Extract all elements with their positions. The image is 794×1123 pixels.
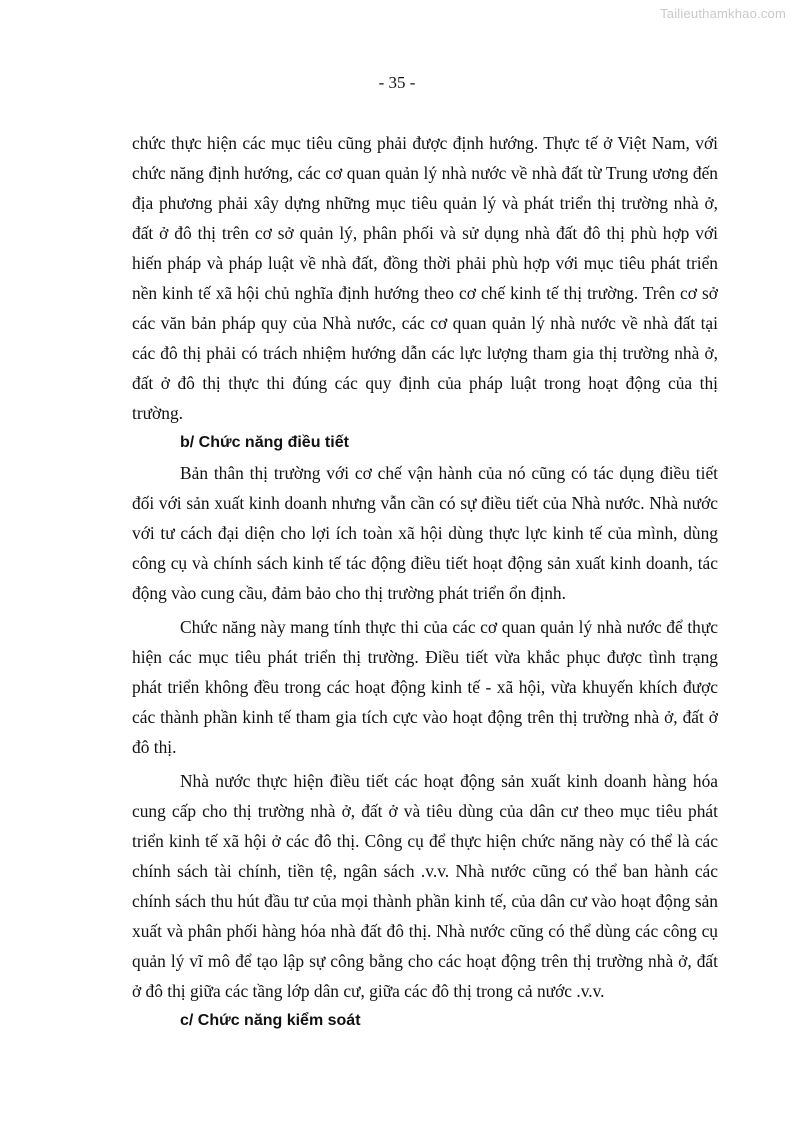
watermark: Tailieuthamkhao.com: [660, 6, 786, 21]
section-heading-c: c/ Chức năng kiểm soát: [180, 1012, 361, 1029]
document-body: [132, 128, 718, 1036]
page-number: - 35 -: [378, 73, 416, 92]
paragraph-regulation-intro: Bản thân thị trường với cơ chế vận hành của nó cũng có tác dụng điều tiết đối với sản xuất kinh doanh nhưng vẫn cần có sự điều tiết của Nhà nước. Nhà nước với tư cách đại diện cho lợi ích toàn xã hội dùng thực lực kinh tế của mình, dùng công cụ và chính sách kinh tế tác động điều tiết hoạt động sản xuất kinh doanh, tác động vào cung cầu, đảm bảo cho thị trường phát triển ổn định.: [132, 463, 718, 603]
paragraph-regulation-function: Chức năng này mang tính thực thi của các cơ quan quản lý nhà nước để thực hiện các mục tiêu phát triển thị trường. Điều tiết vừa khắc phục được tình trạng phát triển không đều trong các hoạt động kinh tế - xã hội, vừa khuyến khích được các thành phần kinh tế tham gia tích cực vào hoạt động trên thị trường nhà ở, đất ở đô thị.: [132, 617, 718, 757]
section-heading-b: b/ Chức năng điều tiết: [180, 434, 349, 451]
paragraph-continuation: chức thực hiện các mục tiêu cũng phải được định hướng. Thực tế ở Việt Nam, với chức năng định hướng, các cơ quan quản lý nhà nước về nhà đất từ Trung ương đến địa phương phải xây dựng những mục tiêu quản lý và phát triển thị trường nhà ở, đất ở đô thị trên cơ sở quản lý, phân phối và sử dụng nhà đất đô thị phù hợp với hiến pháp và pháp luật về nhà đất, đồng thời phải phù hợp với mục tiêu phát triển nền kinh tế xã hội chủ nghĩa định hướng theo cơ chế kinh tế thị trường. Trên cơ sở các văn bản pháp quy của Nhà nước, các cơ quan quản lý nhà nước về nhà đất tại các đô thị phải có trách nhiệm hướng dẫn các lực lượng tham gia thị trường nhà ở, đất ở đô thị thực thi đúng các quy định của pháp luật trong hoạt động của thị trường.: [132, 133, 718, 423]
paragraph-regulation-tools: Nhà nước thực hiện điều tiết các hoạt động sản xuất kinh doanh hàng hóa cung cấp cho thị trường nhà ở, đất ở và tiêu dùng của dân cư theo mục tiêu phát triển kinh tế xã hội ở các đô thị. Công cụ để thực hiện chức năng này có thể là các chính sách tài chính, tiền tệ, ngân sách .v.v. Nhà nước cũng có thể ban hành các chính sách thu hút đầu tư của mọi thành phần kinh tế, của dân cư vào hoạt động sản xuất và phân phối hàng hóa nhà đất đô thị. Nhà nước cũng có thể dùng các công cụ quản lý vĩ mô để tạo lập sự công bằng cho các hoạt động trên thị trường nhà ở, đất ở đô thị giữa các tầng lớp dân cư, giữa các đô thị trong cả nước .v.v.: [132, 771, 718, 1001]
